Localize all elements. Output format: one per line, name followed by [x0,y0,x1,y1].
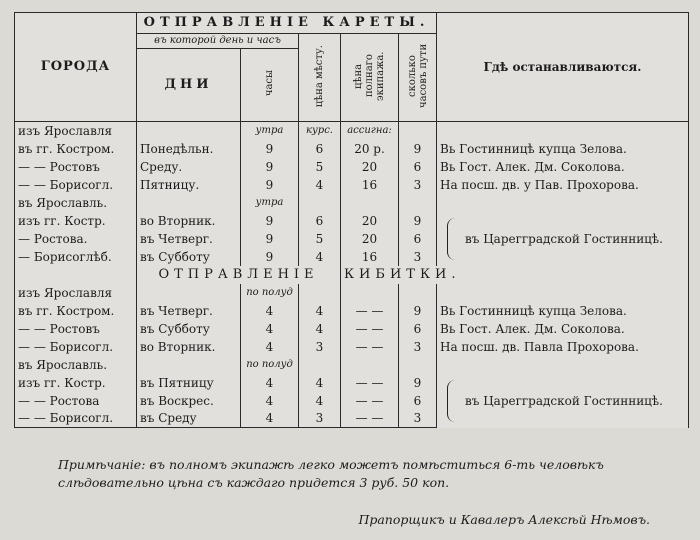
full-cell [341,356,399,374]
schedule-row [15,356,689,374]
price-cell: 4 [299,302,341,320]
brace-icon [447,380,456,422]
schedule-row [15,338,689,356]
price-cell: 6 [299,140,341,158]
hour-cell: 4 [241,392,299,410]
full-price-cell: — — [341,302,399,320]
price-cell: 4 [299,374,341,392]
time-unit-cell: по полуд [241,284,299,302]
day-cell: Понедѣльн. [137,140,241,158]
hour-cell: 4 [241,302,299,320]
city-cell: изъ Ярославля [15,122,137,140]
trip-hours-cell: 3 [399,248,437,266]
group-stop-cell: въ Царегградской Гостинницѣ. [437,212,689,266]
full-price-cell: — — [341,392,399,410]
city-cell: изъ гг. Костр. [15,212,137,230]
stop-cell: Вь Гостинницѣ купца Зелова. [437,140,689,158]
day-cell: въ Среду [137,410,241,428]
city-cell: въ Ярославль. [15,356,137,374]
day-cell [137,284,241,302]
city-cell: — — Борисогл. [15,410,137,428]
stop-cell [437,194,689,212]
price-cell [299,284,341,302]
footnote [58,456,688,492]
full-price-cell: 16 [341,176,399,194]
price-per-seat-header: цѣна мѣсту. [299,34,341,122]
city-cell: — — Ростова [15,392,137,410]
day-cell [137,122,241,140]
day-cell [137,356,241,374]
schedule-row [15,158,689,176]
day-cell: во Вторник. [137,212,241,230]
full-price-cell: — — [341,338,399,356]
schedule-row [15,374,689,392]
cities-header: ГОРОДА [15,13,137,122]
hour-cell: 4 [241,338,299,356]
stop-cell: Вь Гост. Алек. Дм. Соколова. [437,158,689,176]
schedule-row [15,176,689,194]
price-cell [299,194,341,212]
trip-cell [399,194,437,212]
schedule-row [15,302,689,320]
stop-cell: На посш. дв. Павла Прохорова. [437,338,689,356]
day-cell [137,194,241,212]
day-cell: въ Воскрес. [137,392,241,410]
trip-hours-cell: 9 [399,140,437,158]
price-cell: 6 [299,212,341,230]
full-cell [341,284,399,302]
day-hour-header: въ которой день и часъ [137,34,299,49]
day-cell: въ Субботу [137,248,241,266]
full-price-cell: 20 [341,230,399,248]
day-cell: Среду. [137,158,241,176]
price-currency-cell: курс. [299,122,341,140]
price-full-carriage-header: цѣна полнаго экипажа. [341,34,399,122]
stop-cell [437,284,689,302]
kibitka-schedule [15,284,689,428]
hours-header: часы [241,49,299,122]
time-unit-cell: утра [241,122,299,140]
kibitka-section-row [15,266,689,284]
day-cell: въ Субботу [137,320,241,338]
trip-hours-cell: 9 [399,374,437,392]
full-price-cell: — — [341,320,399,338]
stop-cell [437,356,689,374]
schedule-row [15,140,689,158]
trip-hours-cell: 3 [399,176,437,194]
hour-cell: 4 [241,410,299,428]
city-cell: изъ Ярославля [15,284,137,302]
price-cell: 4 [299,176,341,194]
price-cell: 4 [299,248,341,266]
trip-cell [399,284,437,302]
city-cell: — — Ростовъ [15,320,137,338]
day-cell: въ Пятницу [137,374,241,392]
full-price-cell: — — [341,410,399,428]
hour-cell: 9 [241,158,299,176]
trip-cell [399,356,437,374]
full-price-cell: — — [341,374,399,392]
city-cell: — — Борисогл. [15,176,137,194]
hour-cell: 4 [241,320,299,338]
trip-hours-cell: 6 [399,158,437,176]
schedule-row [15,320,689,338]
price-cell: 5 [299,230,341,248]
time-unit-cell: по полуд [241,356,299,374]
city-cell: въ Ярославль. [15,194,137,212]
day-cell: въ Четверг. [137,230,241,248]
day-cell: въ Четверг. [137,302,241,320]
full-currency-cell: ассигна: [341,122,399,140]
schedule-row [15,284,689,302]
footnote-label: Примѣчаніе: [58,457,146,472]
city-cell: — Ростова. [15,230,137,248]
schedule-row [15,122,689,140]
full-price-cell: 16 [341,248,399,266]
price-cell: 5 [299,158,341,176]
city-cell: — — Ростовъ [15,158,137,176]
hour-cell: 9 [241,176,299,194]
time-unit-cell: утра [241,194,299,212]
schedule-table [14,12,689,428]
kibitka-title-right: КИБИТКИ. [341,266,689,284]
hour-cell: 9 [241,248,299,266]
day-cell: во Вторник. [137,338,241,356]
group-stop-cell: въ Царегградской Гостинницѣ. [437,374,689,428]
trip-hours-cell: 9 [399,212,437,230]
stop-cell: Вь Гостинницѣ купца Зелова. [437,302,689,320]
full-price-cell: 20 [341,212,399,230]
stops-header: Гдѣ останавливаются. [437,13,689,122]
trip-hours-cell: 6 [399,320,437,338]
city-cell: — Борисоглѣб. [15,248,137,266]
brace-icon [447,218,456,260]
trip-hours-cell: 3 [399,410,437,428]
city-cell: — — Борисогл. [15,338,137,356]
full-price-cell: 20 р. [341,140,399,158]
city-cell: изъ гг. Костр. [15,374,137,392]
trip-hours-cell: 9 [399,302,437,320]
carriage-schedule [15,122,689,266]
city-cell: въ гг. Костром. [15,302,137,320]
hour-cell: 9 [241,140,299,158]
days-header: ДНИ [137,49,241,122]
stop-cell [437,122,689,140]
signature: Прапорщикъ и Кавалеръ Алексѣй Нѣмовъ. [358,512,650,527]
kibitka-blank-cell [15,266,137,284]
trip-hours-cell: 6 [399,230,437,248]
trip-hours-cell: 3 [399,338,437,356]
trip-cell [399,122,437,140]
schedule-row [15,194,689,212]
trip-hours-cell: 6 [399,392,437,410]
hour-cell: 4 [241,374,299,392]
full-cell [341,194,399,212]
full-price-cell: 20 [341,158,399,176]
hour-cell: 9 [241,230,299,248]
day-cell: Пятницу. [137,176,241,194]
carriage-departure-title: ОТПРАВЛЕНІЕ КАРЕТЫ. [137,13,437,34]
price-cell: 3 [299,410,341,428]
stop-cell: Вь Гост. Алек. Дм. Соколова. [437,320,689,338]
price-cell: 4 [299,320,341,338]
hour-cell: 9 [241,212,299,230]
kibitka-title-left: ОТПРАВЛЕНІЕ [137,266,341,284]
city-cell: въ гг. Костром. [15,140,137,158]
hours-on-road-header: сколько часовъ пути [399,34,437,122]
price-cell: 3 [299,338,341,356]
price-cell [299,356,341,374]
footnote-text: въ полномъ экипажѣ легко можетъ помѣститься 6-ть человѣкъ слѣдовательно цѣна съ каждаго придется 3 руб. 50 коп. [58,457,604,490]
schedule-row [15,212,689,230]
price-cell: 4 [299,392,341,410]
stop-cell: На посш. дв. у Пав. Прохорова. [437,176,689,194]
